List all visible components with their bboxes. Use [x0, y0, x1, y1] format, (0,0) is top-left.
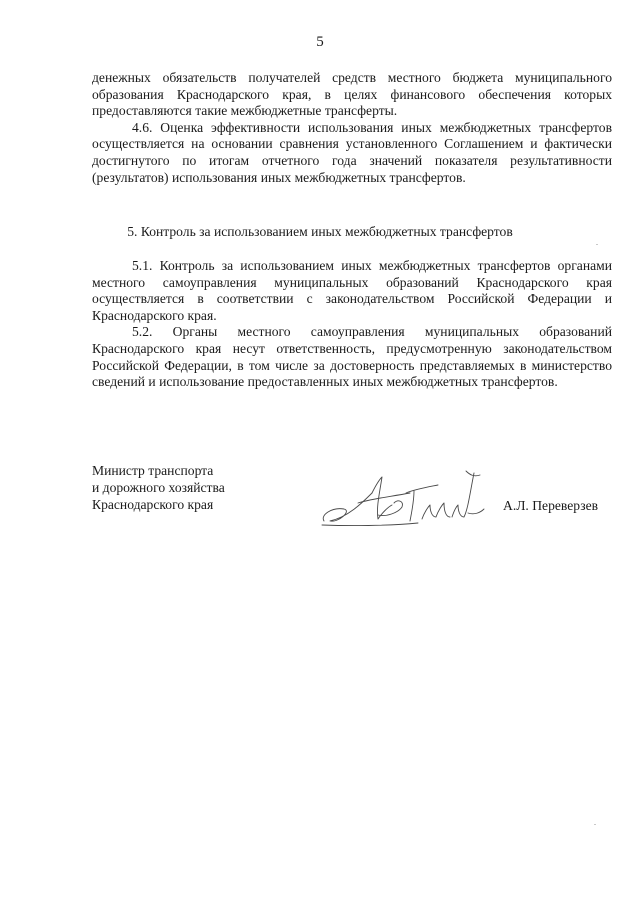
- signatory-title-line-2: и дорожного хозяйства: [92, 480, 225, 495]
- section-5-body: [92, 258, 612, 391]
- page-number: 5: [316, 34, 324, 50]
- scan-speck: [596, 244, 598, 245]
- section-4-continuation: [92, 70, 612, 186]
- section-5-heading: 5. Контроль за использованием иных межбюджетных трансфертов: [127, 224, 513, 239]
- paragraph-5-2: 5.2. Органы местного самоуправления муниципальных образований Краснодарского края несут ответственность, предусмотренную законодательством Российской Федерации, в том числе за достоверность представляемых в министерство сведений и использование предоставленных иных межбюджетных трансфертов.: [92, 324, 612, 390]
- signatory-name: А.Л. Переверзев: [503, 498, 599, 513]
- signatory-title-line-3: Краснодарского края: [92, 497, 214, 512]
- paragraph-continuation: денежных обязательств получателей средств местного бюджета муниципального образования Краснодарского края, в целях финансового обеспечения которых предоставляются такие межбюджетные трансферты.: [92, 70, 612, 119]
- scan-speck: [594, 824, 596, 825]
- signatory-title: [92, 462, 225, 513]
- paragraph-4-6: 4.6. Оценка эффективности использования иных межбюджетных трансфертов осуществляется на основании сравнения установленного Соглашением и фактически достигнутого по итогам отчетного года значений показателя результативности (результатов) использования иных межбюджетных трансфертов.: [92, 119, 612, 185]
- handwritten-signature: [318, 463, 488, 535]
- signatory-title-line-1: Министр транспорта: [92, 463, 214, 478]
- paragraph-5-1: 5.1. Контроль за использованием иных межбюджетных трансфертов органами местного самоуправления муниципальных образований Краснодарского края осуществляется в соответствии с законодательством Российской Федерации и Краснодарского края.: [92, 258, 612, 323]
